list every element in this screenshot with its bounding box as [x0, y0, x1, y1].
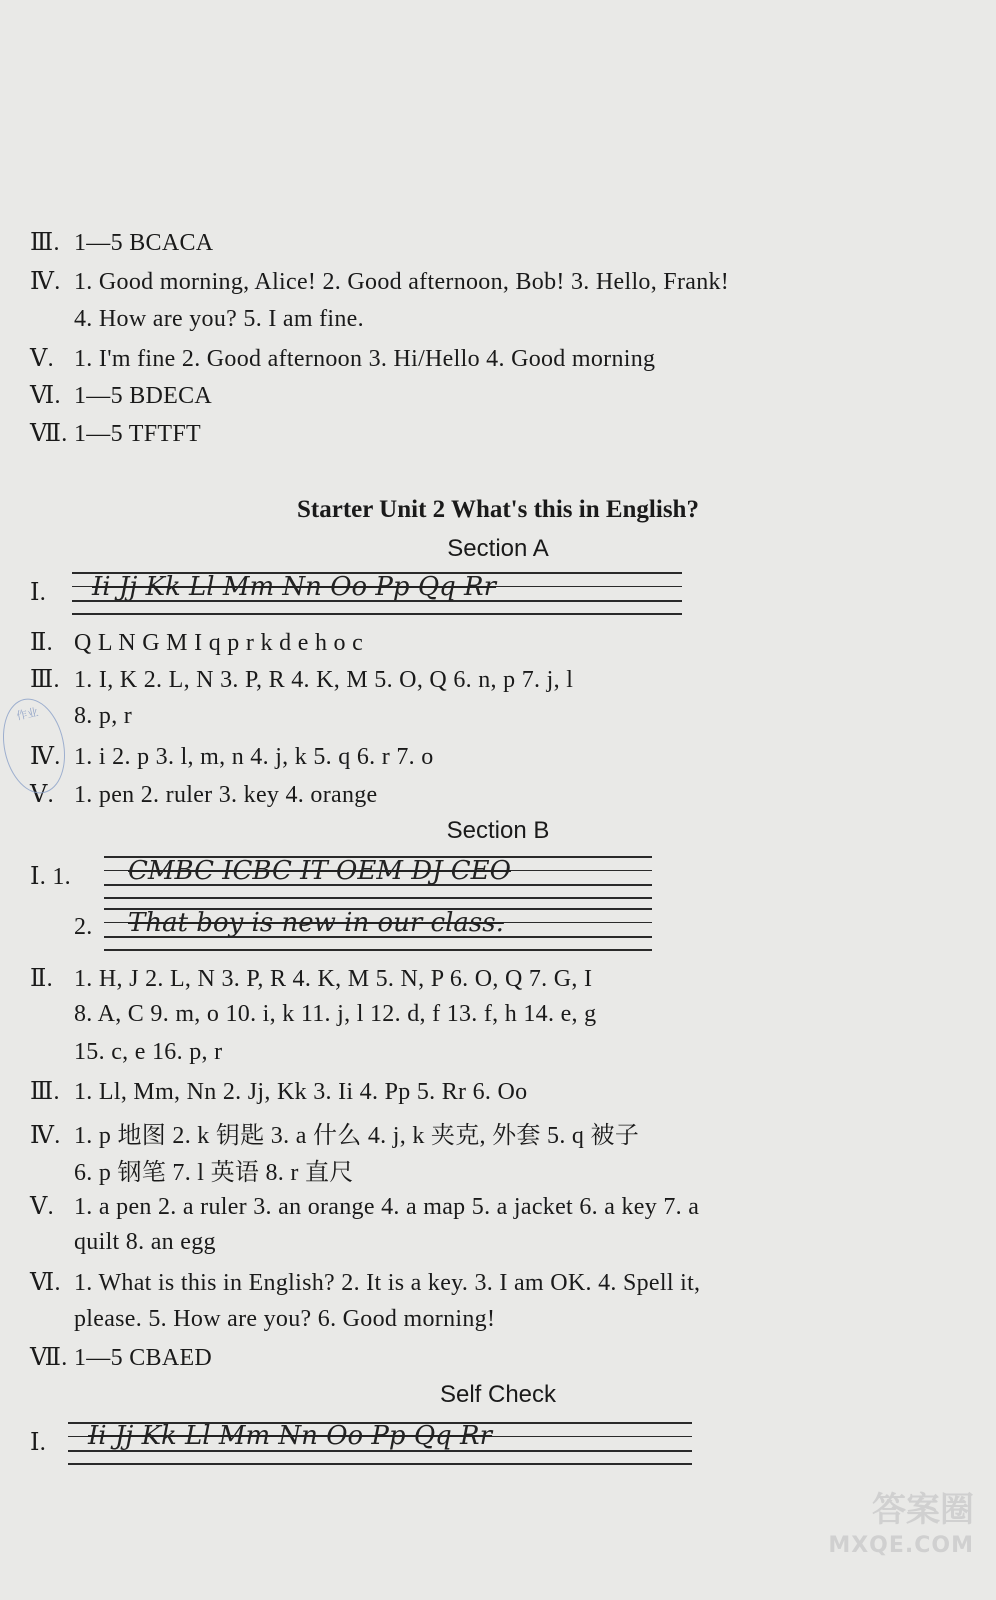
- handwriting-sentence: That boy is new in our class.: [128, 908, 504, 938]
- answer-line: Ⅲ. 1—5 BCACA: [30, 230, 214, 256]
- handwriting-letters: Ii Jj Kk Ll Mm Nn Oo Pp Qq Rr: [92, 572, 497, 602]
- answer-line: please. 5. How are you? 6. Good morning!: [74, 1306, 496, 1332]
- handwriting-abbreviations: CMBC ICBC IT OEM DJ CEO: [128, 856, 511, 886]
- answer-line: Ⅴ. 1. I'm fine 2. Good afternoon 3. Hi/Hello 4. Good morning: [30, 346, 656, 372]
- answer-line: 6. p 钢笔 7. l 英语 8. r 直尺: [74, 1160, 354, 1186]
- unit-title: Starter Unit 2 What's this in English?: [297, 496, 699, 523]
- stamp: 作业: [0, 693, 73, 799]
- handwriting-rule: [68, 1463, 692, 1465]
- answer-line: Ⅴ. 1. pen 2. ruler 3. key 4. orange: [30, 782, 378, 808]
- answer-line: 8. A, C 9. m, o 10. i, k 11. j, l 12. d, f 13. f, h 14. e, g: [74, 1001, 597, 1027]
- answer-line: Ⅳ. 1. p 地图 2. k 钥匙 3. a 什么 4. j, k 夹克, 外套 5. q 被子: [30, 1123, 640, 1149]
- answer-line: Ⅳ. 1. i 2. p 3. l, m, n 4. j, k 5. q 6. r 7. o: [30, 744, 434, 770]
- answer-line: 2.: [74, 914, 93, 940]
- section-b-title: Section B: [446, 817, 550, 844]
- answer-line: 8. p, r: [74, 703, 133, 729]
- answer-line: quilt 8. an egg: [74, 1229, 216, 1255]
- handwriting-rule: [72, 613, 682, 615]
- answer-line: Ⅵ. 1. What is this in English? 2. It is a key. 3. I am OK. 4. Spell it,: [30, 1270, 701, 1296]
- answer-line: Ⅰ.: [30, 580, 47, 606]
- watermark: 答案圈 MXQE.COM: [828, 1490, 974, 1558]
- handwriting-rule: [104, 949, 652, 951]
- handwriting-rule: [104, 897, 652, 899]
- answer-line: Ⅶ. 1—5 CBAED: [30, 1345, 213, 1371]
- answer-line: Ⅰ. 1.: [30, 864, 71, 890]
- answer-line: Ⅶ. 1—5 TFTFT: [30, 421, 201, 447]
- answer-line: Ⅳ. 1. Good morning, Alice! 2. Good afternoon, Bob! 3. Hello, Frank!: [30, 269, 730, 295]
- answer-line: 4. How are you? 5. I am fine.: [74, 306, 364, 332]
- handwriting-letters: Ii Jj Kk Ll Mm Nn Oo Pp Qq Rr: [88, 1421, 493, 1451]
- self-check-title: Self Check: [439, 1381, 557, 1408]
- section-a-title: Section A: [447, 535, 549, 562]
- answer-line: Ⅱ. Q L N G M I q p r k d e h o c: [30, 630, 364, 656]
- answer-line: Ⅰ.: [30, 1430, 47, 1456]
- answer-line: 15. c, e 16. p, r: [74, 1039, 223, 1065]
- answer-line: Ⅱ. 1. H, J 2. L, N 3. P, R 4. K, M 5. N, P 6. O, Q 7. G, I: [30, 966, 593, 992]
- answer-line: Ⅴ. 1. a pen 2. a ruler 3. an orange 4. a map 5. a jacket 6. a key 7. a: [30, 1194, 700, 1220]
- answer-line: Ⅲ. 1. Ll, Mm, Nn 2. Jj, Kk 3. Ii 4. Pp 5. Rr 6. Oo: [30, 1079, 528, 1105]
- answer-line: Ⅵ. 1—5 BDECA: [30, 383, 213, 409]
- answer-line: Ⅲ. 1. I, K 2. L, N 3. P, R 4. K, M 5. O, Q 6. n, p 7. j, l: [30, 667, 574, 693]
